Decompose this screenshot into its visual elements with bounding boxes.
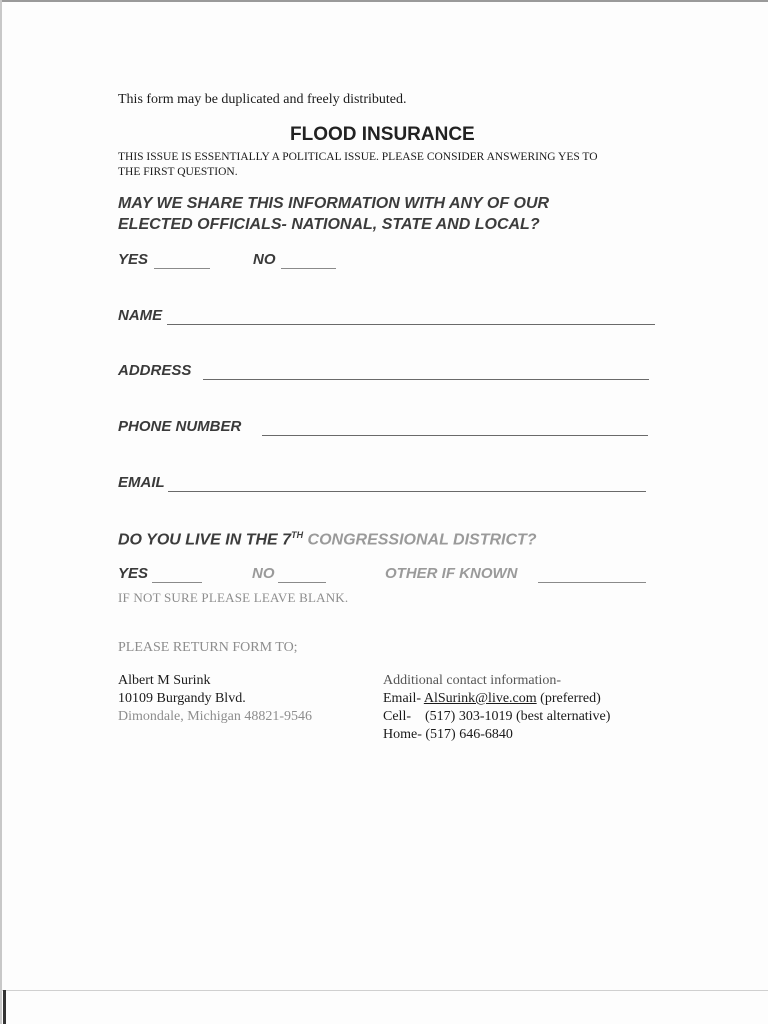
contact-email-link[interactable]: AlSurink@live.com xyxy=(423,691,537,706)
name-label: NAME xyxy=(118,307,163,324)
district-question xyxy=(118,530,537,549)
q2-other-answer-line[interactable] xyxy=(538,582,646,583)
contact-email-prefix: Email- xyxy=(383,691,424,706)
contact-info xyxy=(383,672,610,744)
q2-other-label: OTHER IF KNOWN xyxy=(385,565,518,582)
distribution-notice: This form may be duplicated and freely distributed. xyxy=(118,92,407,107)
q1-no-label: NO xyxy=(253,251,276,268)
share-info-question: MAY WE SHARE THIS INFORMATION WITH ANY OF OUR ELECTED OFFICIALS- NATIONAL, STATE AND LOCAL? xyxy=(118,195,550,233)
page-edge-bottom xyxy=(0,990,768,991)
q1-yes-answer-line[interactable] xyxy=(154,268,210,269)
return-city: Dimondale, Michigan 48821-9546 xyxy=(118,709,313,724)
q1-no-answer-line[interactable] xyxy=(281,268,336,269)
leave-blank-note: IF NOT SURE PLEASE LEAVE BLANK. xyxy=(118,590,349,605)
page-edge-mark xyxy=(3,990,6,1024)
email-field-line[interactable] xyxy=(168,491,646,492)
q2-no-label: NO xyxy=(252,565,275,582)
contact-home: Home- (517) 646-6840 xyxy=(383,727,513,742)
form-title: FLOOD INSURANCE xyxy=(290,124,475,145)
contact-cell: Cell- (517) 303-1019 (best alternative) xyxy=(383,709,611,724)
q1-yes-label: YES xyxy=(118,251,149,268)
contact-email-row xyxy=(383,690,610,708)
return-name: Albert M Surink xyxy=(118,673,211,688)
page-edge-left xyxy=(0,0,2,1024)
return-street: 10109 Burgandy Blvd. xyxy=(118,691,246,706)
address-label: ADDRESS xyxy=(118,362,192,379)
subtitle-line-2: THE FIRST QUESTION. xyxy=(118,166,238,178)
q2-no-answer-line[interactable] xyxy=(278,582,326,583)
phone-field-line[interactable] xyxy=(262,435,648,436)
return-address xyxy=(118,672,312,726)
district-question-sup: TH xyxy=(291,530,304,540)
name-field-line[interactable] xyxy=(167,324,655,325)
district-question-pre: DO YOU LIVE IN THE 7 xyxy=(118,531,292,549)
return-heading: PLEASE RETURN FORM TO; xyxy=(118,640,298,655)
q2-yes-answer-line[interactable] xyxy=(152,582,202,583)
subtitle-line-1: THIS ISSUE IS ESSENTIALLY A POLITICAL ISSUE. PLEASE CONSIDER ANSWERING YES TO xyxy=(118,151,598,163)
page-edge-top xyxy=(0,0,768,2)
contact-heading: Additional contact information- xyxy=(383,673,562,688)
district-question-post: CONGRESSIONAL DISTRICT? xyxy=(303,531,537,549)
contact-email-suffix: (preferred) xyxy=(536,691,601,706)
q2-yes-label: YES xyxy=(118,565,149,582)
form-subtitle xyxy=(118,150,658,180)
phone-label: PHONE NUMBER xyxy=(118,418,242,435)
address-field-line[interactable] xyxy=(203,379,649,380)
email-label: EMAIL xyxy=(118,474,165,491)
